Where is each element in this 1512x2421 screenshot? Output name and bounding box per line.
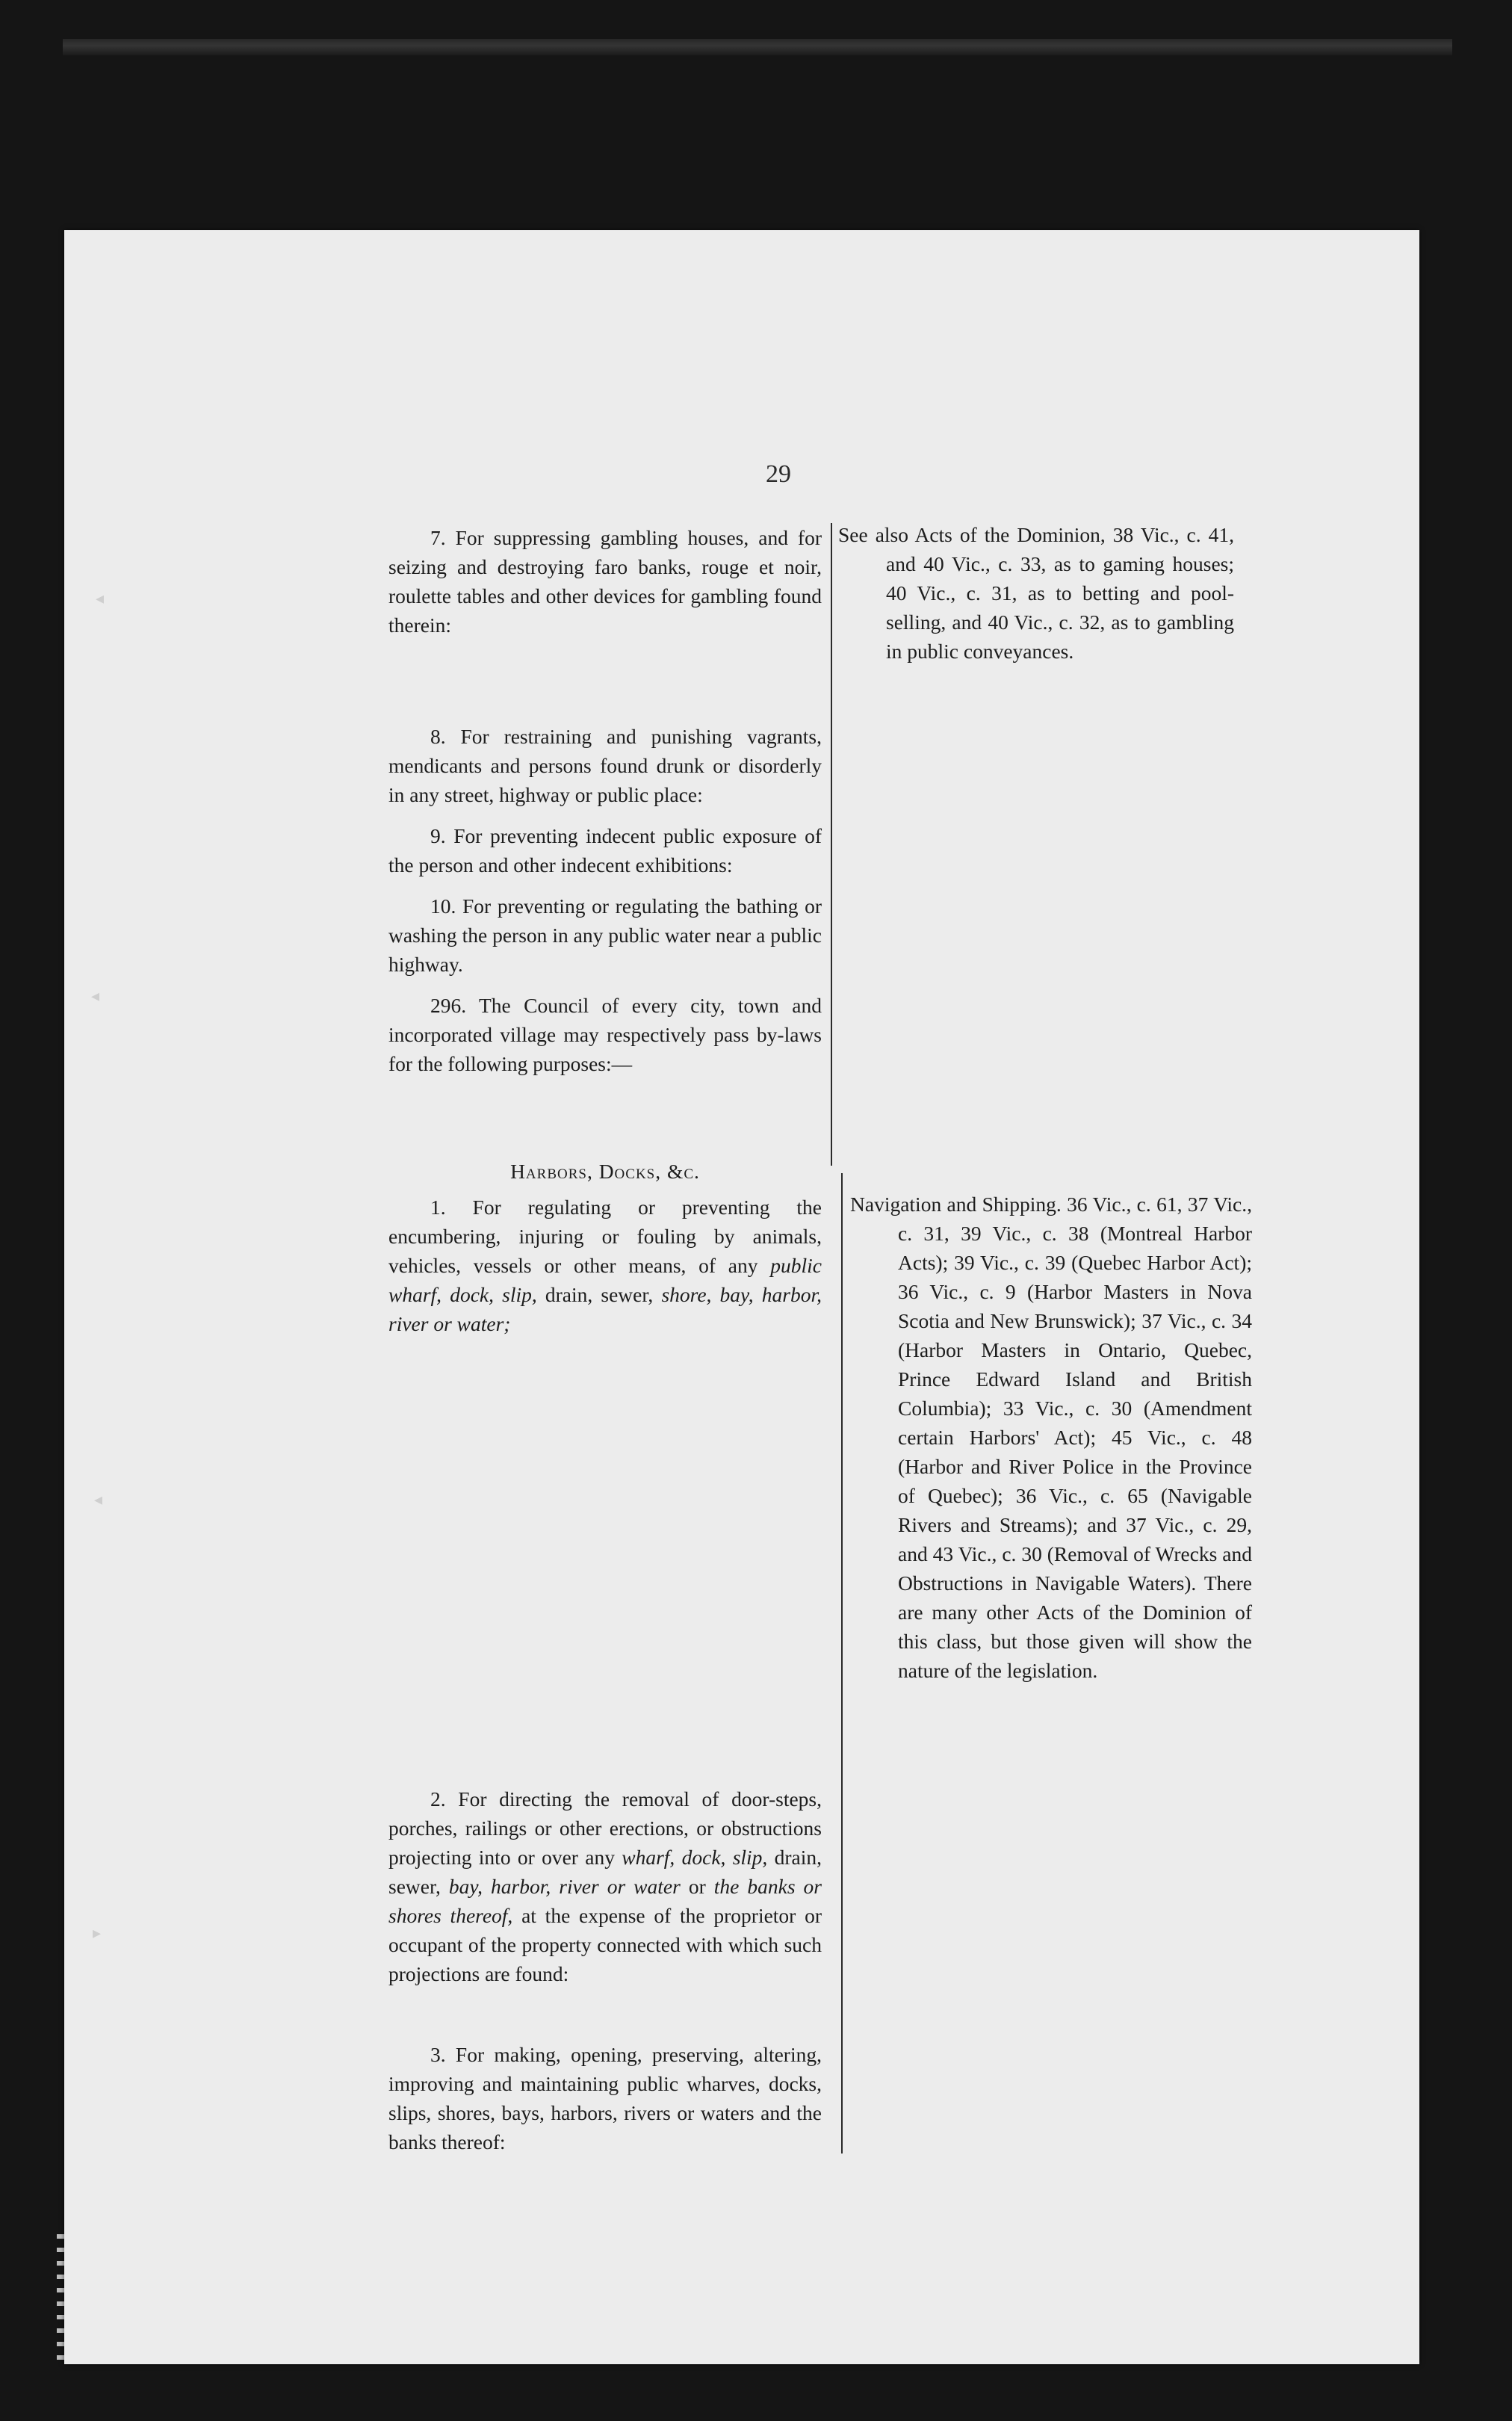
paragraph: 7. For suppressing gambling houses, and for seizing and destroying faro banks, rouge et noir, roulette tables and other devices for gambling found therein:	[388, 526, 822, 637]
margin-mark: ◂	[94, 1490, 103, 1509]
paragraph: 8. For restraining and punishing vagrants, mendicants and persons found drunk or disorderly in any street, highway or public place:	[388, 725, 822, 806]
margin-note-navigation	[850, 1190, 1252, 1685]
section-heading: Harbors, Docks, &c.	[510, 1160, 700, 1183]
column-divider	[831, 523, 832, 1166]
italic-text: wharf, dock, slip,	[622, 1846, 768, 1869]
text-run: at the expense of the proprietor or occupant of the property connected with which such projections are found:	[388, 1904, 822, 1985]
margin-note: See also Acts of the Dominion, 38 Vic., c. 41, and 40 Vic., c. 33, as to gaming houses; 40 Vic., c. 31, as to betting and pool-selling, and 40 Vic., c. 32, as to gambling in public conveyances.	[838, 523, 1234, 663]
italic-text: public wharf, dock, slip,	[388, 1254, 822, 1306]
italic-text: the banks or shores thereof,	[388, 1875, 822, 1927]
margin-mark: ◂	[96, 589, 105, 607]
text-run: 1. For regulating or preventing the encumbering, injuring or fouling by animals, vehicles, vessels or other means, of any	[388, 1196, 822, 1277]
paragraph: 3. For making, opening, preserving, altering, improving and maintaining public wharves, docks, slips, shores, bays, harbors, rivers or waters and the banks thereof:	[388, 2043, 822, 2153]
column-divider	[841, 1173, 843, 2153]
paragraph	[388, 1193, 822, 1338]
section-vagrants	[388, 722, 822, 1078]
section-item-2	[388, 1784, 822, 1988]
paragraph: 296. The Council of every city, town and incorporated village may respectively pass by-laws for the following purposes:—	[388, 994, 822, 1075]
margin-mark: ▸	[93, 1923, 102, 1942]
text-run: or	[680, 1875, 714, 1898]
italic-text: shore, bay, harbor, river or water;	[388, 1283, 822, 1335]
paragraph	[388, 1784, 822, 1988]
text-run: drain, sewer,	[388, 1846, 822, 1898]
italic-text: bay, harbor, river or water	[448, 1875, 681, 1898]
text-run: 2. For directing the removal of door-steps, porches, railings or other erections, or obstructions projecting into or over any	[388, 1787, 822, 1869]
text-run: drain, sewer,	[536, 1283, 662, 1306]
margin-note: Navigation and Shipping. 36 Vic., c. 61, 37 Vic., c. 31, 39 Vic., c. 38 (Montreal Harbor Acts); 39 Vic., c. 39 (Quebec Harbor Act); 36 Vic., c. 9 (Harbor Masters in Nova Scotia and New Brunswick); 37 Vic., c. 34 (Harbor Masters in Ontario, Quebec, Prince Edward Island and British Columbia); 33 Vic., c. 30 (Amendment certain Harbors' Act); 45 Vic., c. 48 (Harbor and River Police in the Province of Quebec); 36 Vic., c. 65 (Navigable Rivers and Streams); and 37 Vic., c. 29, and 43 Vic., c. 30 (Removal of Wrecks and Obstructions in Navigable Waters). There are many other Acts of the Dominion of this class, but those given will show the nature of the legislation.	[850, 1193, 1252, 1682]
margin-note-gambling	[838, 520, 1234, 666]
paragraph: 9. For preventing indecent public exposure of the person and other indecent exhibitions:	[388, 824, 822, 876]
film-strip-edge	[63, 39, 1452, 55]
paragraph: 10. For preventing or regulating the bathing or washing the person in any public water near a public highway.	[388, 894, 822, 976]
margin-mark: ◂	[91, 986, 100, 1005]
film-perforations	[57, 2234, 64, 2361]
section-item-3	[388, 2040, 822, 2156]
page-number: 29	[766, 460, 791, 488]
section-item-1	[388, 1193, 822, 1338]
section-gambling	[388, 523, 822, 640]
